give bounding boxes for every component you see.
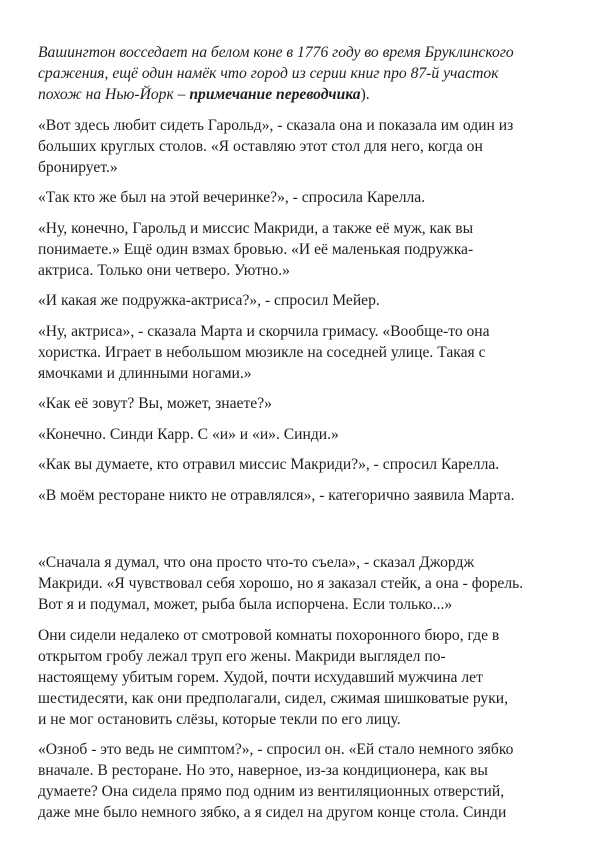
note-suffix: ). bbox=[360, 86, 370, 103]
text-line bbox=[38, 84, 578, 105]
paragraph bbox=[38, 187, 578, 208]
paragraph bbox=[38, 424, 578, 445]
text-line: Вашингтон восседает на белом коне в 1776 году во время Бруклинского bbox=[38, 44, 514, 61]
text-line: «Озноб - это ведь не симптом?», - спросил он. «Ей стало немного зябко bbox=[38, 741, 514, 758]
paragraph bbox=[38, 290, 578, 311]
text-line: вначале. В ресторане. Но это, наверное, из-за кондиционера, как вы bbox=[38, 762, 488, 779]
text-line: настоящему убитым горем. Худой, почти исхудавший мужчина лет bbox=[38, 668, 483, 686]
paragraph bbox=[38, 552, 578, 615]
paragraph bbox=[38, 393, 578, 414]
text-line: актриса. Только они четверо. Уютно.» bbox=[38, 261, 290, 279]
text-line: думаете? Она сидела прямо под одним из вентиляционных отверстий, bbox=[38, 783, 505, 800]
paragraph bbox=[38, 115, 578, 178]
text-line: больших круглых столов. «Я оставляю этот стол для него, когда он bbox=[38, 137, 483, 155]
text-line: «Ну, конечно, Гарольд и миссис Макриди, а также её муж, как вы bbox=[38, 219, 474, 237]
text-line: Макриди. «Я чувствовал себя хорошо, но я заказал стейк, а она - форель. bbox=[38, 575, 524, 592]
paragraphs-section-2 bbox=[38, 552, 578, 823]
text-line: «Так кто же был на этой вечеринке?», - спросила Карелла. bbox=[38, 189, 426, 206]
text-line: шестидесяти, как они предполагали, сидел, сжимая шишковатые руки, bbox=[38, 689, 509, 707]
translator-note bbox=[38, 42, 578, 105]
paragraph bbox=[38, 454, 578, 475]
text-line: «В моём ресторане никто не отравлялся», - категорично заявила Марта. bbox=[38, 486, 515, 504]
text-line: «Вот здесь любит сидеть Гарольд», - сказала она и показала им один из bbox=[38, 116, 514, 134]
paragraph bbox=[38, 739, 578, 823]
text-line: Они сидели недалеко от смотровой комнаты похоронного бюро, где в bbox=[38, 626, 500, 644]
text-line: Вот я и подумал, может, рыба была испорчена. Если только...» bbox=[38, 596, 453, 613]
text-line: «Как вы думаете, кто отравил миссис Макриди?», - спросил Карелла. bbox=[38, 456, 500, 473]
paragraph bbox=[38, 218, 578, 281]
document-page bbox=[38, 42, 578, 833]
note-bold: примечание переводчика bbox=[189, 86, 361, 103]
text-line: сражения, ещё один намёк что город из серии книг про 87-й участок bbox=[38, 65, 499, 82]
section-break bbox=[38, 515, 578, 552]
text-line: хористка. Играет в небольшом мюзикле на соседней улице. Такая с bbox=[38, 343, 486, 361]
text-line: бронирует.» bbox=[38, 158, 118, 176]
paragraph bbox=[38, 625, 578, 730]
paragraphs-section-1 bbox=[38, 115, 578, 506]
text-line: «Ну, актриса», - сказала Марта и скорчила гримасу. «Вообще-то она bbox=[38, 322, 490, 340]
paragraph bbox=[38, 485, 578, 506]
text-line: «Как её зовут? Вы, может, знаете?» bbox=[38, 395, 272, 412]
text-line: «Конечно. Синди Карр. С «и» и «и». Синди.» bbox=[38, 425, 339, 443]
text-line: «И какая же подружка-актриса?», - спросил Мейер. bbox=[38, 292, 380, 309]
text-line: понимаете.» Ещё один взмах бровью. «И её маленькая подружка- bbox=[38, 240, 474, 258]
paragraph bbox=[38, 321, 578, 384]
text-line: и не мог остановить слёзы, которые текли по его лицу. bbox=[38, 710, 401, 728]
text-line: ямочками и длинными ногами.» bbox=[38, 364, 252, 382]
text-line: даже мне было немного зябко, а я сидел на другом конце стола. Синди bbox=[38, 804, 507, 821]
text-line: открытом гробу лежал труп его жены. Макриди выглядел по- bbox=[38, 647, 446, 665]
note-prefix: похож на Нью-Йорк – bbox=[38, 86, 190, 103]
text-line: «Сначала я думал, что она просто что-то съела», - сказал Джордж bbox=[38, 554, 475, 571]
